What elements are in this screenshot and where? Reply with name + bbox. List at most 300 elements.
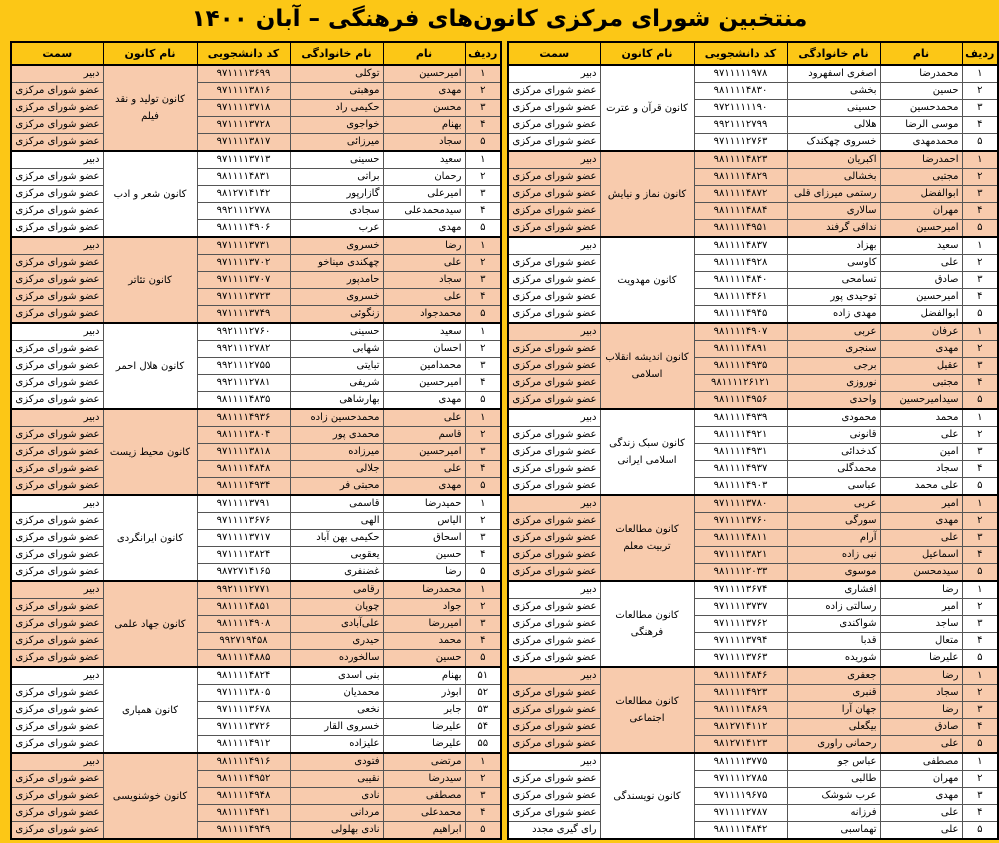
student-code-cell: ۹۸۱۱۱۱۴۹۴۵ [694,306,787,324]
first-name-cell: محمدجواد [383,306,465,324]
table-row [508,736,998,754]
role-cell: عضو شورای مرکزی [508,306,600,324]
table-row [508,513,998,530]
last-name-cell: علی‌آبادی [290,616,383,633]
last-name-cell: شواکندی [787,616,880,633]
row-index: ۳ [465,530,501,547]
role-cell: دبیر [508,667,600,685]
role-cell: عضو شورای مرکزی [508,702,600,719]
table-row [11,65,501,83]
row-index: ۵ [465,478,501,496]
first-name-cell: امیرحسین [383,375,465,392]
last-name-cell: قدبا [787,633,880,650]
last-name-cell: محمدیان [290,685,383,702]
student-code-cell: ۹۷۱۱۱۱۳۸۰۵ [197,685,290,702]
table-row [508,203,998,220]
row-index: ۴ [962,719,998,736]
student-code-cell: ۹۹۲۱۱۱۲۷۸۱ [197,375,290,392]
last-name-cell: عربی [787,495,880,513]
row-index: ۴ [465,547,501,564]
first-name-cell: محمدحسین [880,100,962,117]
role-cell: عضو شورای مرکزی [508,461,600,478]
last-name-cell: نخعی [290,702,383,719]
table-row [508,788,998,805]
last-name-cell: اصغری اسفهرود [787,65,880,83]
row-index: ۲ [465,169,501,186]
row-index: ۵۲ [465,685,501,702]
table-row [508,633,998,650]
student-code-cell: ۹۹۲۷۱۹۴۵۸ [197,633,290,650]
table-row [11,151,501,169]
right-table [507,41,999,840]
role-cell: عضو شورای مرکزی [508,788,600,805]
table-row [11,667,501,685]
row-index: ۴ [962,375,998,392]
student-code-cell: ۹۸۱۱۱۱۲۰۳۳ [694,564,787,582]
row-index: ۳ [962,100,998,117]
last-name-cell: رحمانی راوری [787,736,880,754]
table-row [508,564,998,582]
student-code-cell: ۹۸۱۱۱۱۴۸۲۹ [694,169,787,186]
last-name-cell: نادی بهلولی [290,822,383,840]
student-code-cell: ۹۸۱۱۱۱۴۹۳۹ [694,409,787,427]
last-name-cell: توحیدی پور [787,289,880,306]
row-index: ۴ [465,633,501,650]
first-name-cell: مهدی [383,220,465,238]
table-row [508,581,998,599]
table-row [508,272,998,289]
club-name-cell: کانون محیط زیست [103,409,197,495]
row-index: ۳ [465,616,501,633]
first-name-cell: محسن [383,100,465,117]
last-name-cell: حامدپور [290,272,383,289]
last-name-cell: عربی [787,323,880,341]
role-cell: عضو شورای مرکزی [508,736,600,754]
last-name-cell: خسروی چهکندک [787,134,880,152]
role-cell: عضو شورای مرکزی [508,289,600,306]
table-row [11,478,501,496]
student-code-cell: ۹۷۱۱۱۱۳۸۲۱ [694,547,787,564]
table-row [11,427,501,444]
table-row [508,427,998,444]
row-index: ۵ [465,392,501,410]
first-name-cell: مهدی [880,788,962,805]
last-name-cell: اکبریان [787,151,880,169]
club-name-cell: کانون خوشنویسی [103,753,197,839]
role-cell: عضو شورای مرکزی [508,427,600,444]
role-cell: عضو شورای مرکزی [508,117,600,134]
student-code-cell: ۹۸۱۱۱۱۴۸۸۴ [694,203,787,220]
first-name-cell: سیدمحسن [880,564,962,582]
row-index: ۴ [465,203,501,220]
table-row [508,444,998,461]
last-name-cell: زنگوئی [290,306,383,324]
student-code-cell: ۹۷۱۱۱۱۲۷۸۷ [694,805,787,822]
table-row [508,237,998,255]
last-name-cell: گازارپور [290,186,383,203]
table-row [11,495,501,513]
role-cell: عضو شورای مرکزی [11,272,103,289]
row-index: ۴ [465,289,501,306]
table-row [11,564,501,582]
student-code-cell: ۹۹۲۱۱۱۲۷۸۲ [197,341,290,358]
first-name-cell: امیرحسین [880,289,962,306]
header-role: سمت [508,42,600,65]
first-name-cell: علی [880,530,962,547]
student-code-cell: ۹۹۲۱۱۱۲۷۷۸ [197,203,290,220]
header-student-code: کد دانشجویی [694,42,787,65]
row-index: ۳ [962,702,998,719]
first-name-cell: رحمان [383,169,465,186]
student-code-cell: ۹۷۱۱۱۱۳۷۱۸ [197,100,290,117]
role-cell: عضو شورای مرکزی [11,427,103,444]
first-name-cell: سعید [880,237,962,255]
first-name-cell: ابوالفضل [880,306,962,324]
row-index: ۱ [465,409,501,427]
role-cell: دبیر [508,237,600,255]
table-row [508,409,998,427]
first-name-cell: سیدرضا [383,771,465,788]
student-code-cell: ۹۸۱۱۱۱۴۸۴۸ [197,461,290,478]
student-code-cell: ۹۷۱۱۱۱۳۷۶۰ [694,513,787,530]
table-row [508,151,998,169]
first-name-cell: اسحاق [383,530,465,547]
last-name-cell: مردانی [290,805,383,822]
header-idx: ردیف [465,42,501,65]
row-index: ۵ [962,650,998,668]
role-cell: عضو شورای مرکزی [508,650,600,668]
last-name-cell: شهابی [290,341,383,358]
first-name-cell: رضا [880,702,962,719]
first-name-cell: سیدمحمدعلی [383,203,465,220]
club-name-cell: کانون سبک زندگی اسلامی ایرانی [600,409,694,495]
table-row [11,341,501,358]
last-name-cell: خواجوی [290,117,383,134]
student-code-cell: ۹۸۱۱۱۱۴۸۵۱ [197,599,290,616]
last-name-cell: بهزاد [787,237,880,255]
role-cell: عضو شورای مرکزی [508,685,600,702]
role-cell: عضو شورای مرکزی [508,392,600,410]
row-index: ۴ [962,203,998,220]
table-row [11,461,501,478]
first-name-cell: علی [880,427,962,444]
student-code-cell: ۹۷۲۱۱۱۱۱۹۰ [694,100,787,117]
role-cell: دبیر [508,581,600,599]
row-index: ۲ [962,771,998,788]
role-cell: عضو شورای مرکزی [508,341,600,358]
row-index: ۵ [465,306,501,324]
row-index: ۴ [465,805,501,822]
first-name-cell: امیرحسین [880,220,962,238]
role-cell: عضو شورای مرکزی [11,530,103,547]
role-cell: عضو شورای مرکزی [508,633,600,650]
row-index: ۱ [962,667,998,685]
student-code-cell: ۹۸۱۱۱۱۴۹۵۶ [694,392,787,410]
role-cell: عضو شورای مرکزی [11,771,103,788]
table-row [508,186,998,203]
table-row [508,805,998,822]
table-row [11,530,501,547]
row-index: ۱ [465,581,501,599]
first-name-cell: بهنام [383,117,465,134]
last-name-cell: عباسی [787,478,880,496]
first-name-cell: مهدی [383,392,465,410]
first-name-cell: حسین [383,650,465,668]
row-index: ۲ [962,341,998,358]
table-row [508,753,998,771]
first-name-cell: مصطفی [880,753,962,771]
table-row [508,495,998,513]
role-cell: دبیر [11,237,103,255]
role-cell: عضو شورای مرکزی [11,685,103,702]
last-name-cell: محمدحسین زاده [290,409,383,427]
row-index: ۴ [465,375,501,392]
last-name-cell: رقامی [290,581,383,599]
student-code-cell: ۹۹۲۱۱۱۲۷۵۵ [197,358,290,375]
first-name-cell: علی [383,289,465,306]
row-index: ۴ [962,461,998,478]
table-row [11,289,501,306]
row-index: ۳ [962,272,998,289]
first-name-cell: مجتبی [880,169,962,186]
last-name-cell: عرب [290,220,383,238]
role-cell: عضو شورای مرکزی [11,444,103,461]
last-name-cell: بخشالی [787,169,880,186]
student-code-cell: ۹۸۱۱۱۱۳۸۰۴ [197,427,290,444]
student-code-cell: ۹۸۱۱۱۱۴۹۵۱ [694,220,787,238]
role-cell: دبیر [11,581,103,599]
student-code-cell: ۹۸۱۱۱۱۴۹۳۵ [694,358,787,375]
role-cell: دبیر [508,323,600,341]
student-code-cell: ۹۹۲۱۱۱۲۷۶۰ [197,323,290,341]
student-code-cell: ۹۷۱۱۱۱۳۷۹۱ [197,495,290,513]
student-code-cell: ۹۷۱۱۱۱۳۷۶۲ [694,616,787,633]
table-row [11,753,501,771]
student-code-cell: ۹۷۱۱۱۱۳۷۲۶ [197,719,290,736]
table-row [508,599,998,616]
student-code-cell: ۹۷۱۱۱۱۳۸۱۶ [197,83,290,100]
role-cell: عضو شورای مرکزی [11,358,103,375]
row-index: ۵ [962,134,998,152]
header-last-name: نام خانوادگی [787,42,880,65]
last-name-cell: مهدی زاده [787,306,880,324]
student-code-cell: ۹۸۱۱۱۱۴۹۲۱ [694,427,787,444]
role-cell: عضو شورای مرکزی [508,134,600,152]
student-code-cell: ۹۹۲۱۱۱۲۷۷۱ [197,581,290,599]
row-index: ۱ [465,237,501,255]
first-name-cell: مهدی [383,83,465,100]
role-cell: عضو شورای مرکزی [508,719,600,736]
first-name-cell: امیر [880,599,962,616]
row-index: ۵ [962,822,998,840]
student-code-cell: ۹۷۱۱۱۱۳۷۲۸ [197,117,290,134]
role-cell: عضو شورای مرکزی [11,513,103,530]
club-name-cell: کانون هلال احمر [103,323,197,409]
last-name-cell: خسروی [290,289,383,306]
first-name-cell: محمدعلی [383,805,465,822]
last-name-cell: کاوسی [787,255,880,272]
row-index: ۲ [465,83,501,100]
role-cell: عضو شورای مرکزی [508,599,600,616]
row-index: ۳ [962,530,998,547]
first-name-cell: سعید [383,151,465,169]
row-index: ۵۵ [465,736,501,754]
first-name-cell: مجتبی [880,375,962,392]
role-cell: عضو شورای مرکزی [508,530,600,547]
header-row [508,42,998,65]
table-row [508,169,998,186]
table-row [11,513,501,530]
table-row [11,736,501,754]
last-name-cell: حسینی [290,323,383,341]
student-code-cell: ۹۷۱۱۱۱۳۷۸۰ [694,495,787,513]
first-name-cell: رضا [880,667,962,685]
row-index: ۴ [465,461,501,478]
student-code-cell: ۹۷۱۱۱۱۳۶۹۹ [197,65,290,83]
row-index: ۳ [465,186,501,203]
club-name-cell: کانون همیاری [103,667,197,753]
row-index: ۳ [962,616,998,633]
table-row [11,616,501,633]
last-name-cell: نوروزی [787,375,880,392]
student-code-cell: ۹۸۱۱۱۱۴۸۲۳ [694,151,787,169]
row-index: ۵۳ [465,702,501,719]
first-name-cell: رضا [880,581,962,599]
header-last-name: نام خانوادگی [290,42,383,65]
first-name-cell: ابوذر [383,685,465,702]
student-code-cell: ۹۸۱۱۱۱۴۸۹۱ [694,341,787,358]
row-index: ۵ [465,134,501,152]
last-name-cell: عرب شوشک [787,788,880,805]
table-row [508,392,998,410]
club-name-cell: کانون تولید و نقد فیلم [103,65,197,151]
table-row [508,65,998,83]
student-code-cell: ۹۸۱۱۱۱۴۸۲۴ [197,667,290,685]
last-name-cell: افشاری [787,581,880,599]
row-index: ۱ [465,495,501,513]
first-name-cell: الیاس [383,513,465,530]
last-name-cell: تسامحی [787,272,880,289]
last-name-cell: نقیبی [290,771,383,788]
role-cell: دبیر [508,151,600,169]
header-club: نام کانون [103,42,197,65]
first-name-cell: صادق [880,719,962,736]
row-index: ۲ [465,341,501,358]
club-name-cell: کانون مطالعات فرهنگی [600,581,694,667]
first-name-cell: اسماعیل [880,547,962,564]
row-index: ۳ [962,358,998,375]
header-row [11,42,501,65]
role-cell: دبیر [11,65,103,83]
first-name-cell: مصطفی [383,788,465,805]
first-name-cell: محمد [880,409,962,427]
club-name-cell: کانون مهدویت [600,237,694,323]
table-row [11,272,501,289]
last-name-cell: الهی [290,513,383,530]
first-name-cell: مهران [880,203,962,220]
row-index: ۱ [962,581,998,599]
role-cell: عضو شورای مرکزی [11,203,103,220]
last-name-cell: شریفی [290,375,383,392]
table-row [508,719,998,736]
role-cell: دبیر [11,667,103,685]
last-name-cell: سجادی [290,203,383,220]
table-row [11,805,501,822]
first-name-cell: علی [880,736,962,754]
student-code-cell: ۹۸۱۱۱۱۴۹۳۱ [694,444,787,461]
role-cell: عضو شورای مرکزی [11,822,103,840]
first-name-cell: صادق [880,272,962,289]
first-name-cell: سجاد [383,272,465,289]
row-index: ۴ [962,633,998,650]
last-name-cell: بهارشاهی [290,392,383,410]
role-cell: عضو شورای مرکزی [508,203,600,220]
role-cell: عضو شورای مرکزی [11,805,103,822]
row-index: ۲ [465,771,501,788]
table-row [11,169,501,186]
table-row [11,323,501,341]
student-code-cell: ۹۸۱۱۱۱۴۸۶۹ [694,702,787,719]
student-code-cell: ۹۷۱۱۱۱۳۶۷۶ [197,513,290,530]
last-name-cell: حکیمی بهن آباد [290,530,383,547]
last-name-cell: محبتی فر [290,478,383,496]
club-name-cell: کانون مطالعات اجتماعی [600,667,694,753]
role-cell: دبیر [11,495,103,513]
row-index: ۵ [465,650,501,668]
table-row [11,409,501,427]
page-title: منتخبین شورای مرکزی کانون‌های فرهنگی – آبان ۱۴۰۰ [191,6,808,32]
table-row [11,255,501,272]
last-name-cell: فرزانه [787,805,880,822]
last-name-cell: چهکندی میناخو [290,255,383,272]
first-name-cell: سجاد [880,685,962,702]
first-name-cell: علی [880,822,962,840]
student-code-cell: ۹۷۱۱۱۱۳۸۱۸ [197,444,290,461]
row-index: ۵ [465,220,501,238]
last-name-cell: قانونی [787,427,880,444]
role-cell: عضو شورای مرکزی [508,375,600,392]
row-index: ۲ [465,599,501,616]
role-cell: عضو شورای مرکزی [508,100,600,117]
role-cell: عضو شورای مرکزی [508,513,600,530]
row-index: ۵ [962,478,998,496]
first-name-cell: علی [383,255,465,272]
last-name-cell: بنی اسدی [290,667,383,685]
row-index: ۳ [465,272,501,289]
student-code-cell: ۹۸۱۱۱۱۴۹۵۲ [197,771,290,788]
table-row [508,289,998,306]
row-index: ۴ [962,289,998,306]
role-cell: عضو شورای مرکزی [11,599,103,616]
role-cell: عضو شورای مرکزی [508,444,600,461]
first-name-cell: امیر [880,495,962,513]
table-row [11,719,501,736]
last-name-cell: براتی [290,169,383,186]
table-row [11,547,501,564]
club-name-cell: کانون نویسندگی [600,753,694,839]
first-name-cell: احمدرضا [880,151,962,169]
row-index: ۱ [962,151,998,169]
first-name-cell: سجاد [880,461,962,478]
first-name-cell: مهدی [880,341,962,358]
student-code-cell: ۹۷۱۱۱۱۳۶۷۴ [694,581,787,599]
first-name-cell: علیرضا [383,736,465,754]
first-name-cell: امیرحسین [383,65,465,83]
first-name-cell: حمیدرضا [383,495,465,513]
student-code-cell: ۹۸۱۱۱۱۴۹۰۶ [197,220,290,238]
table-row [11,788,501,805]
first-name-cell: امیررضا [383,616,465,633]
